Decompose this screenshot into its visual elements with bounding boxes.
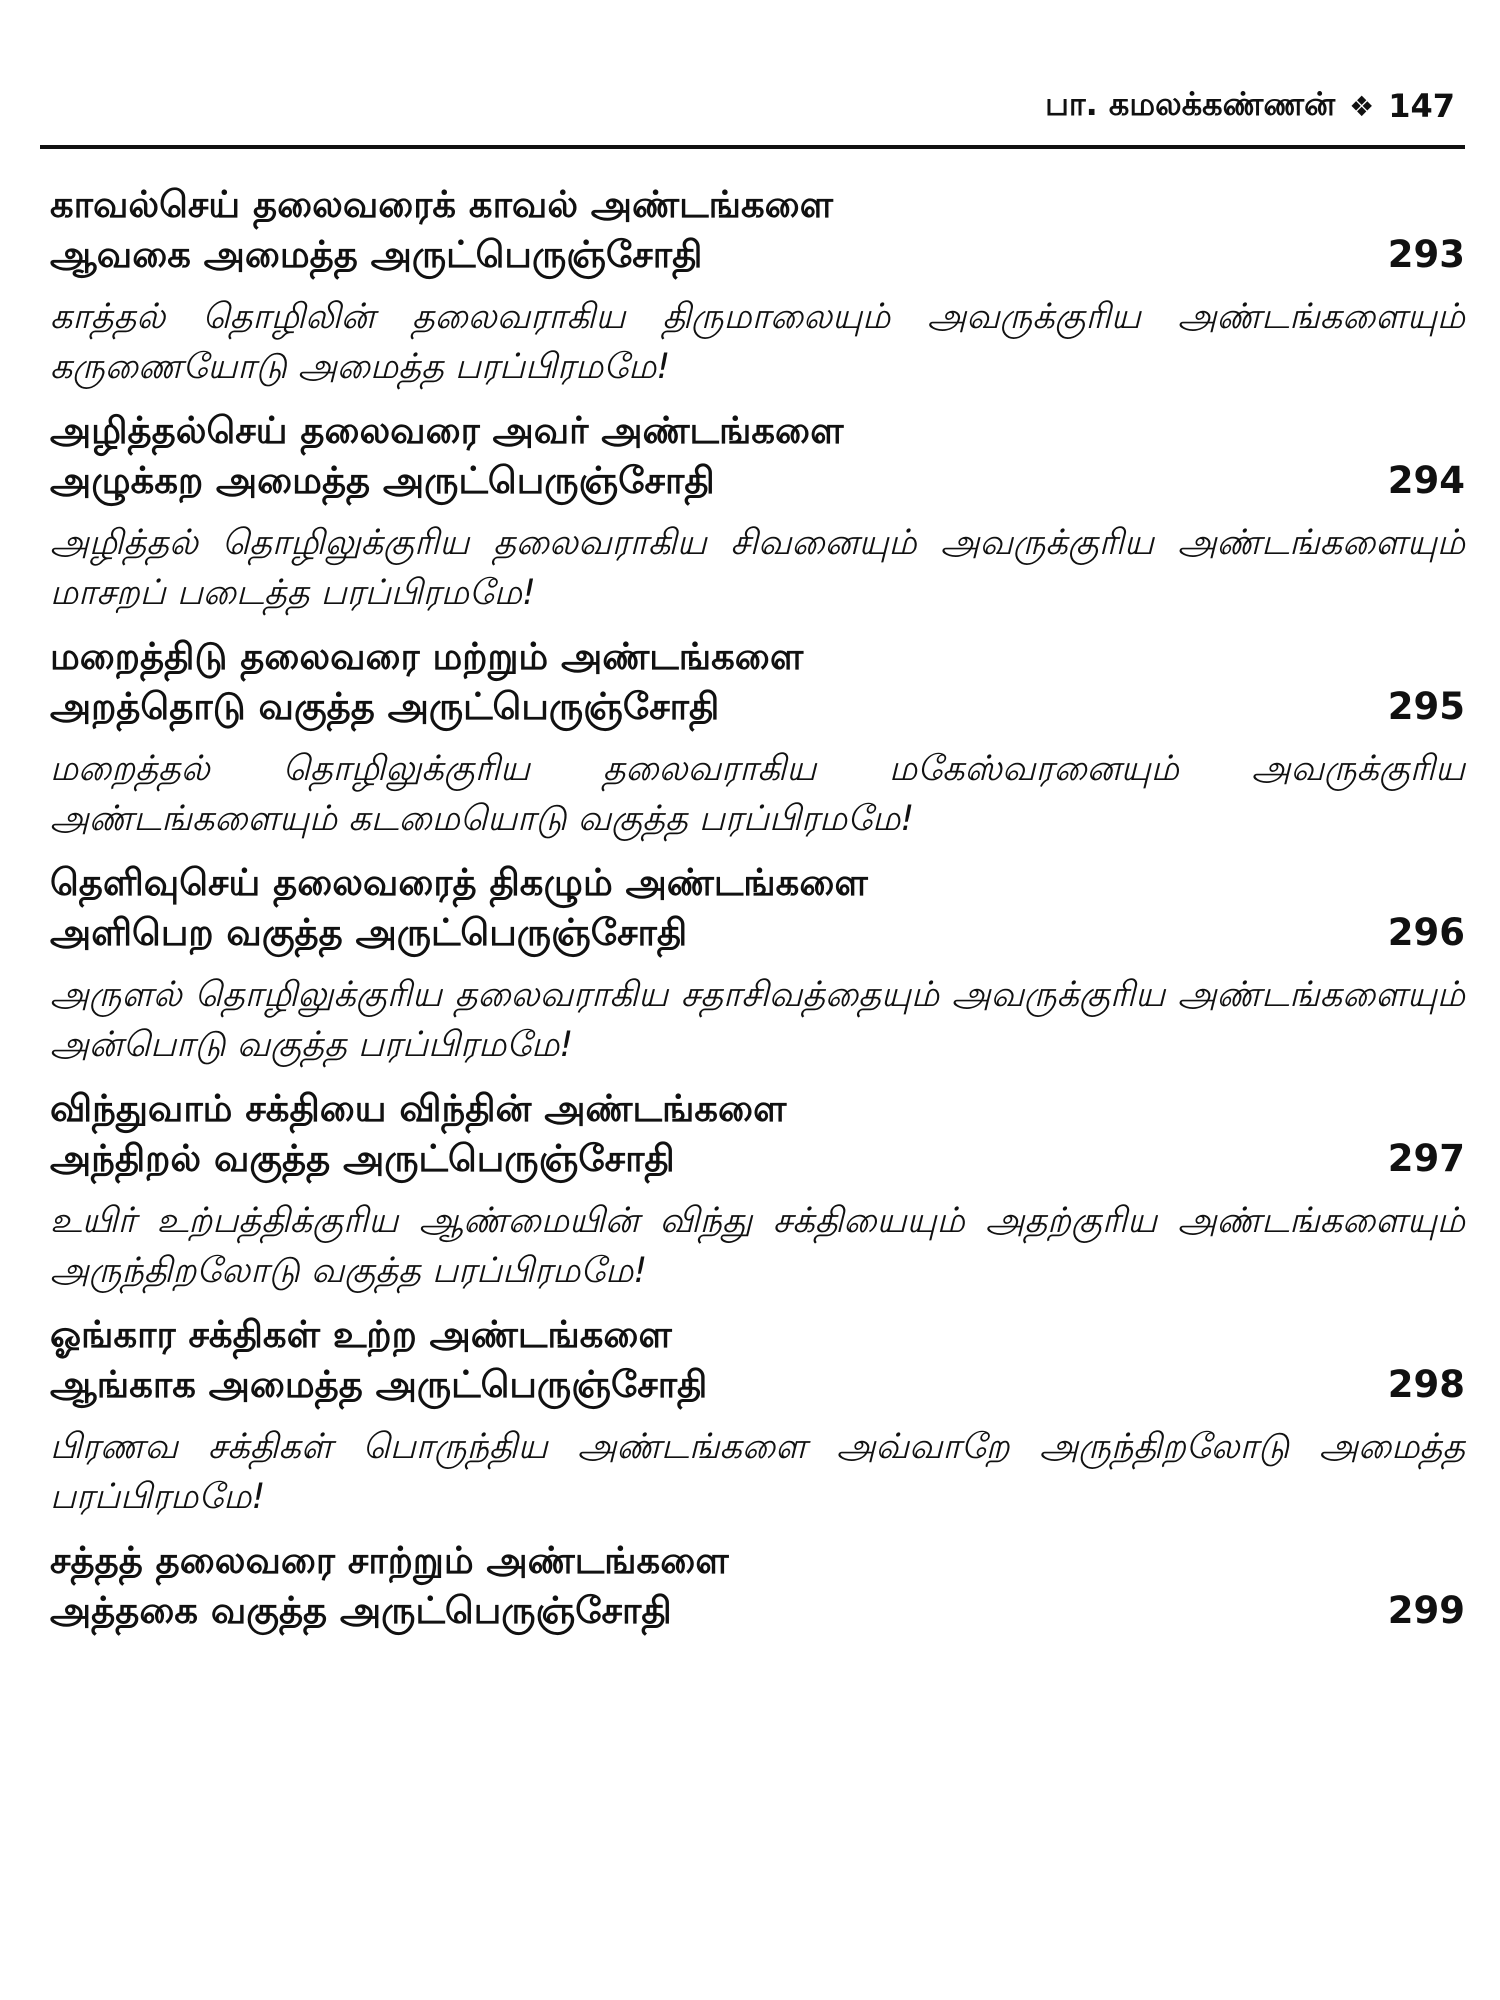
verse-line-2 — [50, 1586, 1465, 1636]
verse-line-2 — [50, 908, 1465, 958]
verse-line-2-text: அளிபெற வகுத்த அருட்பெருஞ்சோதி — [50, 911, 688, 954]
verse-298 — [50, 1310, 1465, 1410]
verse-line-1: தெளிவுசெய் தலைவரைத் திகழும் அண்டங்களை — [50, 861, 868, 904]
verse-line-2-text: அறத்தொடு வகுத்த அருட்பெருஞ்சோதி — [50, 685, 720, 728]
verse-line-1: மறைத்திடு தலைவரை மற்றும் அண்டங்களை — [50, 635, 804, 678]
page-header — [40, 75, 1465, 149]
commentary: காத்தல் தொழிலின் தலைவராகிய திருமாலையும் அவருக்குரிய அண்டங்களையும் கருணையோடு அமைத்த பரப்பிரமமே! — [50, 297, 1465, 387]
verse-number: 294 — [1387, 459, 1465, 502]
verse-line-2 — [50, 1360, 1465, 1410]
verse-299 — [50, 1536, 1465, 1636]
verse-line-1: அழித்தல்செய் தலைவரை அவர் அண்டங்களை — [50, 409, 844, 452]
verse-line-1: விந்துவாம் சக்தியை விந்தின் அண்டங்களை — [50, 1087, 787, 1130]
verse-293 — [50, 180, 1465, 280]
verse-number: 298 — [1387, 1363, 1465, 1406]
verse-line-1: சத்தத் தலைவரை சாற்றும் அண்டங்களை — [50, 1539, 729, 1582]
verse-line-2 — [50, 230, 1465, 280]
verse-number: 295 — [1387, 685, 1465, 728]
verse-number: 299 — [1387, 1589, 1465, 1632]
verse-line-2 — [50, 682, 1465, 732]
author-name: பா. கமலக்கண்ணன் — [1045, 85, 1336, 123]
verse-line-2-text: அந்திறல் வகுத்த அருட்பெருஞ்சோதி — [50, 1137, 675, 1180]
verse-line-1: காவல்செய் தலைவரைக் காவல் அண்டங்களை — [50, 183, 834, 226]
commentary: அருளல் தொழிலுக்குரிய தலைவராகிய சதாசிவத்தையும் அவருக்குரிய அண்டங்களையும் அன்பொடு வகுத்த பரப்பிரமமே! — [50, 975, 1465, 1065]
commentary: பிரணவ சக்திகள் பொருந்திய அண்டங்களை அவ்வாறே அருந்திறலோடு அமைத்த பரப்பிரமமே! — [50, 1427, 1465, 1517]
verse-line-2 — [50, 456, 1465, 506]
commentary: உயிர் உற்பத்திக்குரிய ஆண்மையின் விந்து சக்தியையும் அதற்குரிய அண்டங்களையும் அருந்திறலோடு வகுத்த பரப்பிரமமே! — [50, 1201, 1465, 1291]
page-number: 147 — [1388, 87, 1455, 125]
verse-number: 296 — [1387, 911, 1465, 954]
verse-line-2-text: ஆங்காக அமைத்த அருட்பெருஞ்சோதி — [50, 1363, 708, 1406]
verse-line-2-text: அழுக்கற அமைத்த அருட்பெருஞ்சோதி — [50, 459, 715, 502]
verse-line-2-text: ஆவகை அமைத்த அருட்பெருஞ்சோதி — [50, 233, 703, 276]
page-body — [50, 180, 1465, 1646]
verse-294 — [50, 406, 1465, 506]
verse-line-1: ஓங்கார சக்திகள் உற்ற அண்டங்களை — [50, 1313, 672, 1356]
commentary: அழித்தல் தொழிலுக்குரிய தலைவராகிய சிவனையும் அவருக்குரிய அண்டங்களையும் மாசறப் படைத்த பரப்பிரமமே! — [50, 523, 1465, 613]
verse-line-2 — [50, 1134, 1465, 1184]
verse-295 — [50, 632, 1465, 732]
verse-296 — [50, 858, 1465, 958]
ornament-icon: ❖ — [1349, 89, 1375, 123]
verse-297 — [50, 1084, 1465, 1184]
verse-number: 297 — [1387, 1137, 1465, 1180]
verse-number: 293 — [1387, 233, 1465, 276]
running-head — [1045, 85, 1455, 127]
commentary: மறைத்தல் தொழிலுக்குரிய தலைவராகிய மகேஸ்வரனையும் அவருக்குரிய அண்டங்களையும் கடமையொடு வகுத்த பரப்பிரமமே! — [50, 749, 1465, 839]
verse-line-2-text: அத்தகை வகுத்த அருட்பெருஞ்சோதி — [50, 1589, 672, 1632]
